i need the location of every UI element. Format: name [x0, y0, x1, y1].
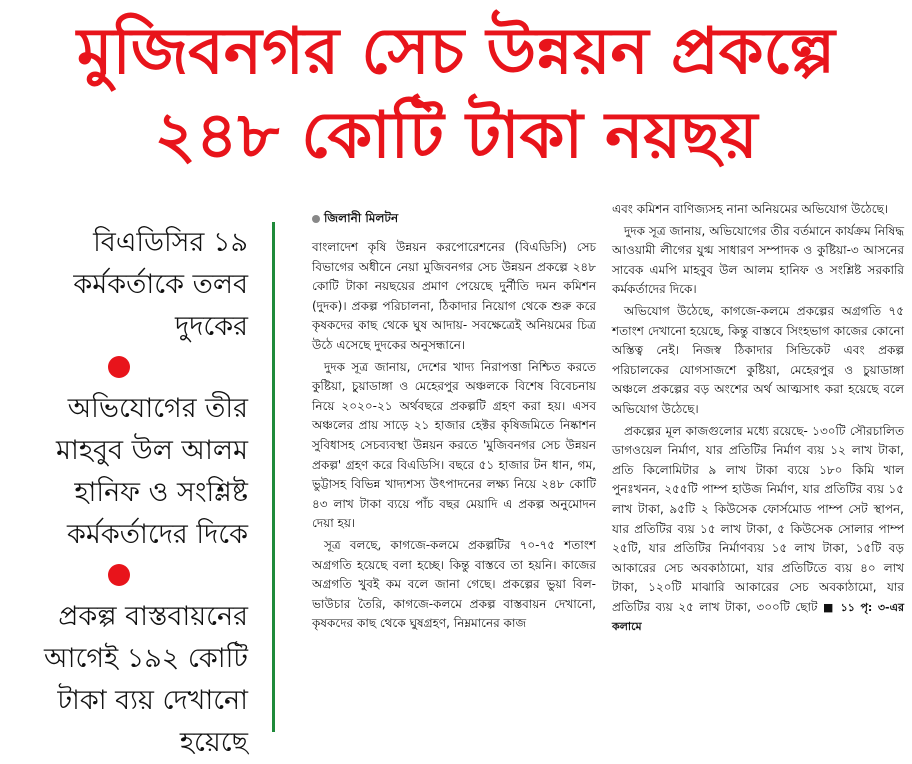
paragraph: দুদক সূত্র জানায়, দেশের খাদ্য নিরাপত্তা নিশ্চিত করতে কুষ্টিয়া, চুয়াডাঙ্গা ও মেহেরপুর অঞ্চলকে বিশেষ বিবেচনায় নিয়ে ২০২০-২১ অর্থবছরে প্রকল্পটি গ্রহণ করা হয়। এসব অঞ্চলের প্রায় সাড়ে ২১ হাজার হেক্টর কৃষিজমিতে নিষ্কাশন সুবিধাসহ সেচব্যবস্থা উন্নয়ন করতে 'মুজিবনগর সেচ উন্নয়ন প্রকল্প' গ্রহণ করে বিএডিসি। বছরে ৫১ হাজার টন ধান, গম, ভুট্টাসহ বিভিন্ন খাদ্যশস্য উৎপাদনের লক্ষ্য নিয়ে ২৪৮ কোটি ৪৩ লাখ টাকা ব্যয়ে পাঁচ বছর মেয়াদি এ প্রকল্প অনুমোদন দেয়া হয়।	[312, 359, 596, 531]
highlight-1-line: কর্মকর্তাকে তলব	[73, 269, 248, 300]
headline-line-2: ২৪৮ কোটি টাকা নয়ছয়	[154, 99, 758, 173]
highlight-3	[0, 596, 248, 764]
highlight-1-line: দুদকের	[175, 311, 248, 342]
highlight-2	[0, 388, 248, 556]
red-bullet-icon	[108, 564, 130, 586]
paragraph: অভিযোগ উঠেছে, কাগজে-কলমে প্রকল্পের অগ্রগতি ৭৫ শতাংশ দেখানো হয়েছে, কিন্তু বাস্তবে সিংহভাগ কাজের কোনো অস্তিত্ব নেই। নিজস্ব ঠিকাদার সিন্ডিকেট এবং প্রকল্প পরিচালকের যোগসাজশে কুষ্টিয়া, মেহেরপুর ও চুয়াডাঙ্গা অঞ্চলে প্রকল্পের বড় অংশের অর্থ আত্মসাৎ করা হয়েছে বলে অভিযোগ উঠেছে।	[612, 303, 904, 416]
byline-author: জিলানী মিলটন	[324, 211, 399, 225]
highlight-3-line: প্রকল্প বাস্তবায়নের	[58, 601, 248, 632]
paragraph-text: প্রকল্পের মূল কাজগুলোর মধ্যে রয়েছে- ১৩০টি সৌরচালিত ডাগওয়েল নির্মাণ, যার প্রতিটির নির্মাণ ব্যয় ১২ লাখ টাকা, প্রতি কিলোমিটার ৯ লাখ টাকা ব্যয়ে ১৮০ কিমি খাল পুনঃখনন, ২৫৫টি পাম্প হাউজ নির্মাণ, যার প্রতিটির ব্যয় ১৫ লাখ টাকা, ৯৫টি ২ কিউসেক ফোর্সমোড পাম্প সেট স্থাপন, যার প্রতিটির ব্যয় ১৫ লাখ টাকা, ৫ কিউসেক সোলার পাম্প ২৫টি, যার প্রতিটির নির্মাণব্যয় ১৫ লাখ টাকা, ১৫টি বড় আকারের সেচ অবকাঠামো, যার প্রতিটিতে ব্যয় ৪০ লাখ টাকা, ১২০টি মাঝারি আকারের সেচ অবকাঠামো, যার প্রতিটির ব্যয় ২৫ লাখ টাকা, ৩০০টি ছোট	[612, 423, 904, 614]
red-bullet-icon	[108, 356, 130, 378]
byline	[312, 210, 398, 230]
highlight-2-line: হানিফ ও সংশ্লিষ্ট	[74, 477, 248, 508]
highlight-3-line: হয়েছে	[179, 727, 248, 758]
article-column-1	[312, 238, 596, 738]
highlight-1-line: বিএডিসির ১৯	[93, 227, 248, 258]
paragraph: এবং কমিশন বাণিজ্যসহ নানা অনিয়মের অভিযোগ উঠেছে।	[612, 202, 889, 216]
paragraph: দুদক সূত্র জানায়, অভিযোগের তীর বর্তমানে কার্যক্রম নিষিদ্ধ আওয়ামী লীগের যুগ্ম সাধারণ সম্পাদক ও কুষ্টিয়া-৩ আসনের সাবেক এমপি মাহবুব উল আলম হানিফ ও সংশ্লিষ্ট সরকারি কর্মকর্তাদের দিকে।	[612, 223, 904, 297]
highlight-3-line: টাকা ব্যয় দেখানো	[57, 685, 248, 716]
article-column-2	[612, 200, 904, 728]
headline-line-1: মুজিবনগর সেচ উন্নয়ন প্রকল্পে	[77, 15, 835, 89]
continued-marker: ■ ১১ পৃ: ৩-এর কলামে	[612, 600, 904, 634]
paragraph	[612, 422, 904, 638]
highlight-3-line: আগেই ১৯২ কোটি	[44, 643, 248, 674]
paragraph: সূত্র বলছে, কাগজে-কলমে প্রকল্পটির ৭০-৭৫ শতাংশ অগ্রগতি হয়েছে বলা হচ্ছে। কিন্তু বাস্তবে তা হয়নি। কাজের অগ্রগতি খুবই কম বলে জানা গেছে। প্রকল্পের ভুয়া বিল-ভাউচার তৈরি, কাগজে-কলমে প্রকল্প বাস্তবায়ন দেখানো, কৃষকদের কাছ থেকে ঘুষগ্রহণ, নিম্নমানের কাজ	[312, 537, 596, 631]
green-divider	[272, 222, 275, 732]
sidebar-highlights	[0, 222, 258, 758]
highlight-2-line: কর্মকর্তাদের দিকে	[67, 519, 248, 550]
highlight-1	[0, 222, 248, 348]
highlight-2-line: মাহবুব উল আলম	[56, 435, 248, 466]
highlight-2-line: অভিযোগের তীর	[67, 393, 248, 424]
paragraph: বাংলাদেশ কৃষি উন্নয়ন করপোরেশনের (বিএডিসি) সেচ বিভাগের অধীনে নেয়া মুজিবনগর সেচ উন্নয়ন প্রকল্পে ২৪৮ কোটি টাকা নয়ছয়ের প্রমাণ পেয়েছে দুর্নীতি দমন কমিশন (দুদক)। প্রকল্প পরিচালনা, ঠিকাদার নিয়োগ থেকে শুরু করে কৃষকদের কাছ থেকে ঘুষ আদায়- সবক্ষেত্রেই অনিয়মের চিত্র উঠে এসেছে দুদকের অনুসন্ধানে।	[312, 240, 596, 352]
headline	[0, 10, 912, 178]
continued-text: ১১ পৃ: ৩-এর কলামে	[612, 600, 904, 634]
byline-bullet-icon	[312, 215, 320, 223]
